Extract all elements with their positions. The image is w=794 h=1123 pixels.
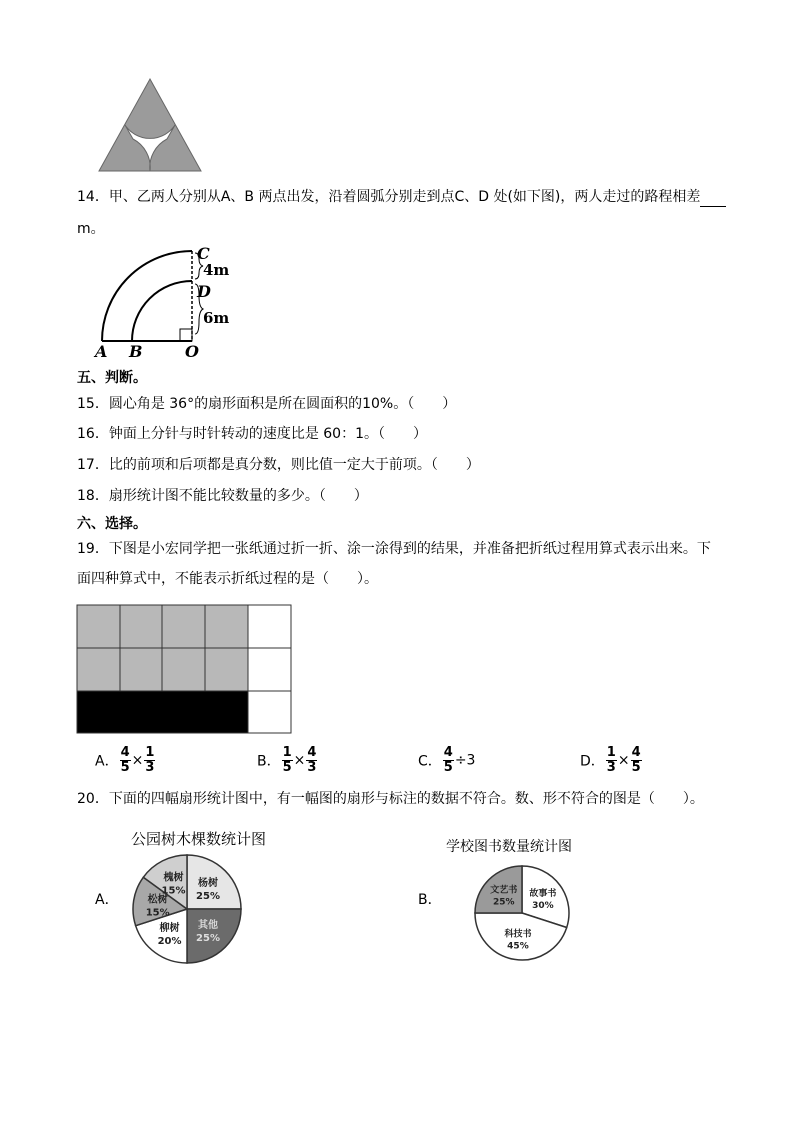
label-A: A	[95, 342, 108, 361]
option-a[interactable]	[95, 746, 156, 775]
fraction: $\frac{4}{5}$	[631, 745, 641, 775]
fraction: $\frac{1}{3}$	[145, 745, 155, 775]
label-O: O	[185, 342, 199, 361]
pie-a-slice-label-0: 杨树	[198, 877, 219, 889]
pie-b-slice-pct-2: 25%	[492, 897, 515, 908]
question-19	[77, 539, 711, 559]
answer-blank[interactable]	[700, 192, 726, 207]
fraction: $\frac{4}{3}$	[307, 745, 317, 775]
question-text: 甲、乙两人分别从A、B 两点出发，沿着圆弧分别走到点C、D 处(如下图)，两人走过的路程相差	[108, 189, 701, 205]
question-text: 下图是小宏同学把一张纸通过折一折、涂一涂得到的结果，并准备把折纸过程用算式表示出来。下	[108, 541, 711, 557]
pie-b-slice-label-0: 故事书	[529, 888, 557, 899]
question-text: 比的前项和后项都是真分数，则比值一定大于前项。（ ）	[108, 457, 480, 473]
question-number: 15．	[77, 396, 109, 412]
pie-a-slice-label-4: 槐树	[163, 872, 184, 884]
question-number: 17．	[77, 457, 109, 473]
option-label: D．	[580, 753, 605, 770]
pie-b-slice-pct-1: 45%	[507, 941, 529, 952]
question-14	[77, 187, 726, 207]
pie-b-slice-pct-0: 30%	[532, 900, 554, 911]
fraction: $\frac{4}{5}$	[120, 745, 130, 775]
option-label: A．	[95, 753, 119, 770]
question-text: 下面的四幅扇形统计图中，有一幅图的扇形与标注的数据不符合。数、形不符合的图是（ ）。	[108, 791, 704, 807]
question-14-line2: m。	[77, 221, 105, 237]
question-text: 圆心角是 36°的扇形面积是所在圆面积的10%。（ ）	[108, 396, 457, 412]
question-number: 19．	[77, 541, 109, 557]
fraction: $\frac{1}{5}$	[282, 745, 292, 775]
label-C: C	[197, 244, 210, 263]
pie-chart-b	[473, 864, 571, 962]
pie-a-slice-pct-3: 15%	[145, 907, 170, 919]
operator: ÷3	[454, 752, 476, 769]
pie-a-slice-pct-4: 15%	[161, 885, 186, 897]
pie-chart-a	[131, 853, 243, 965]
chart-b-option-label[interactable]: B．	[418, 892, 442, 908]
pie-b-slice-label-1: 科技书	[504, 929, 532, 940]
option-label: C．	[418, 753, 442, 770]
option-label: B．	[257, 753, 281, 770]
option-b[interactable]	[257, 746, 318, 775]
question-text: 钟面上分针与时针转动的速度比是 60：1。（ ）	[108, 426, 427, 442]
question-number: 16．	[77, 426, 109, 442]
folded-paper-grid	[76, 604, 293, 734]
question-number: 18．	[77, 488, 109, 504]
option-c[interactable]	[418, 746, 475, 775]
dim-4m: 4m	[203, 261, 230, 279]
section-title-choice: 六、选择。	[77, 516, 147, 532]
question-number: 20．	[77, 791, 109, 807]
question-18	[77, 486, 368, 506]
operator: ×	[131, 752, 144, 769]
pie-a-slice-label-1: 其他	[198, 920, 219, 932]
pie-a-slice-pct-1: 25%	[196, 933, 220, 945]
pie-a-slice-pct-2: 20%	[157, 936, 182, 948]
question-19-line2: 面四种算式中，不能表示折纸过程的是（ ）。	[77, 571, 378, 587]
label-B: B	[129, 342, 143, 361]
question-15	[77, 394, 456, 414]
fraction: $\frac{4}{5}$	[443, 745, 453, 775]
pie-a-slice-label-2: 柳树	[159, 923, 180, 935]
question-17	[77, 455, 480, 475]
fraction: $\frac{1}{3}$	[606, 745, 616, 775]
question-16	[77, 424, 427, 444]
pie-a-slice-label-3: 松树	[147, 894, 168, 906]
question-text: 扇形统计图不能比较数量的多少。（ ）	[108, 488, 368, 504]
question-20	[77, 789, 704, 809]
option-d[interactable]	[580, 746, 643, 775]
operator: ×	[617, 752, 630, 769]
triangle-sectors-figure	[97, 78, 203, 172]
dim-6m: 6m	[203, 309, 230, 327]
chart-b-title: 学校图书数量统计图	[446, 839, 572, 855]
section-title-judge: 五、判断。	[77, 370, 147, 386]
chart-a-title: 公园树木棵数统计图	[131, 830, 267, 848]
pie-b-slice-label-2: 文艺书	[490, 885, 518, 896]
chart-a-option-label[interactable]: A．	[95, 892, 119, 908]
operator: ×	[293, 752, 306, 769]
pie-a-slice-pct-0: 25%	[196, 890, 220, 902]
question-number: 14．	[77, 189, 109, 205]
label-D: D	[197, 282, 211, 301]
